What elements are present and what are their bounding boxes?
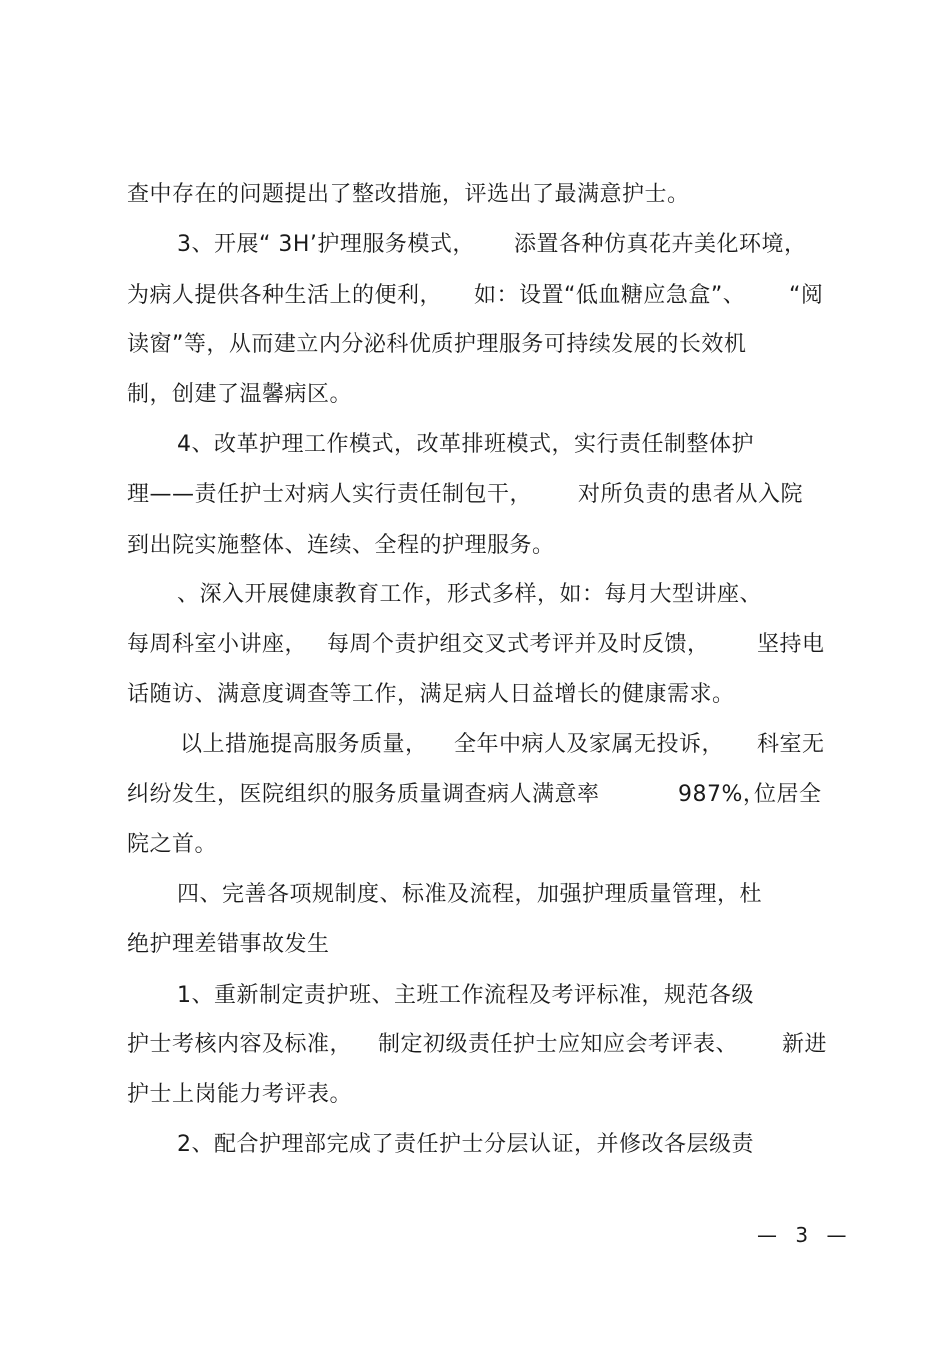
- text-segment: 全年中病人及家属无投诉，: [454, 732, 725, 757]
- text-segment: 以上措施提高服务质量，: [180, 732, 428, 757]
- text-segment: 4、改革护理工作模式，改革排班模式，实行责任制整体护: [177, 432, 754, 457]
- text-segment: 纠纷发生，医院组织的服务质量调查病人满意率: [127, 782, 600, 807]
- text-segment: 为病人提供各种生活上的便利，: [127, 283, 443, 308]
- text-segment: 院之首。: [127, 832, 218, 857]
- text-segment: 绝护理差错事故发生: [127, 932, 330, 957]
- text-segment: 新进: [782, 1032, 828, 1057]
- text-segment: “阅: [789, 283, 824, 308]
- text-segment: 每周科室小讲座，: [127, 632, 308, 657]
- text-segment: 1、重新制定责护班、主班工作流程及考评标准，规范各级: [177, 983, 754, 1008]
- text-segment: 护士考核内容及标准，: [127, 1032, 353, 1057]
- text-segment: 科室无: [757, 732, 825, 757]
- text-segment: 话随访、满意度调查等工作，满足病人日益增长的健康需求。: [127, 682, 735, 707]
- text-segment: 制，创建了温馨病区。: [127, 382, 353, 407]
- text-segment: 查中存在的问题提出了整改措施，评选出了最满意护士。: [127, 182, 690, 207]
- text-segment: 每周个责护组交叉式考评并及时反馈，: [327, 632, 710, 657]
- text-segment: 理——责任护士对病人实行责任制包干，: [127, 482, 533, 507]
- text-segment: 四、完善各项规制度、标准及流程，加强护理质量管理，杜: [177, 882, 763, 907]
- text-segment: 护士上岗能力考评表。: [127, 1082, 353, 1107]
- text-segment: 3、开展“ 3H’护理服务模式，: [177, 232, 475, 257]
- text-segment: 制定初级责任护士应知应会考评表、: [378, 1032, 739, 1057]
- page-number: — 3 —: [757, 1223, 853, 1247]
- text-segment: 读窗”等，从而建立内分泌科优质护理服务可持续发展的长效机: [127, 332, 747, 357]
- text-segment: 2、配合护理部完成了责任护士分层认证，并修改各层级责: [177, 1132, 754, 1157]
- text-segment: 987%，: [678, 782, 766, 807]
- text-segment: 坚持电: [757, 632, 825, 657]
- text-segment: 位居全: [754, 782, 822, 807]
- text-segment: 如：设置“低血糖应急盒”、: [474, 283, 746, 308]
- text-segment: 、深入开展健康教育工作，形式多样，如：每月大型讲座、: [177, 582, 763, 607]
- text-segment: 到出院实施整体、连续、全程的护理服务。: [127, 533, 555, 558]
- text-segment: 对所负责的患者从入院: [578, 482, 804, 507]
- text-segment: 添置各种仿真花卉美化环境，: [514, 232, 807, 257]
